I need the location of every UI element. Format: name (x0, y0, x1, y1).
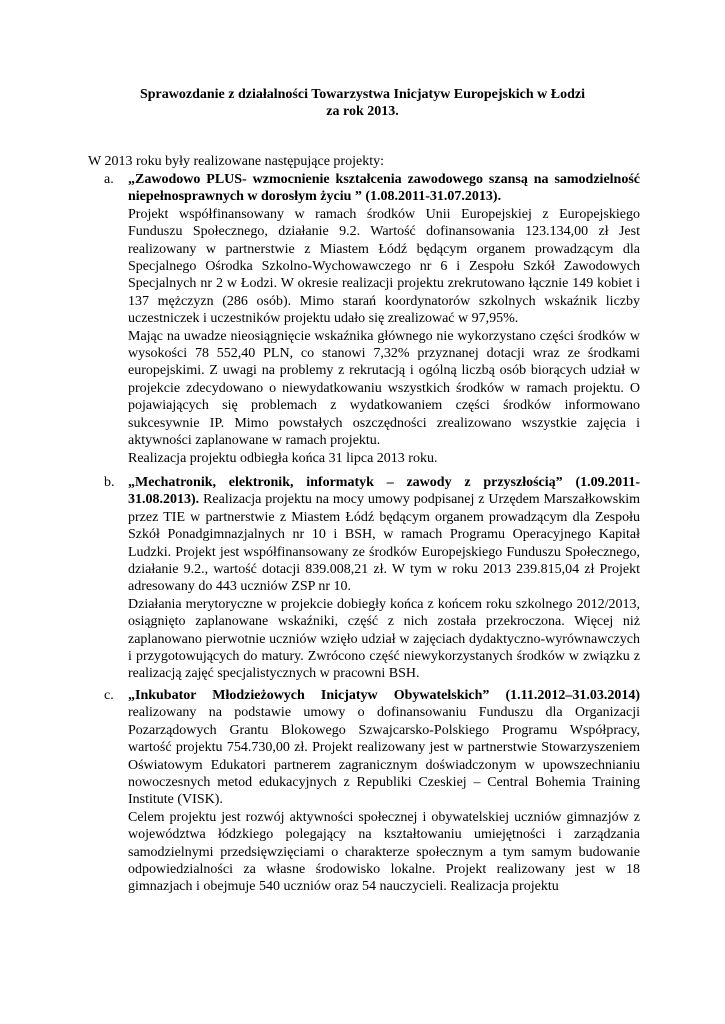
title-line-2: za rok 2013. (326, 104, 399, 119)
project-c-paragraph-1: realizowany na podstawie umowy o dofinansowaniu Funduszu dla Organizacji Pozarządowych Grantu Blokowego Szwajcarsko-Polskiego Programu Współpracy, wartość projektu 754.730,00 zł. Projekt realizowany jest w partnerstwie Stowarzyszeniem Oświatowym Edukatori partnerem zagranicznym doświadczonym w upowszechnianiu nowoczesnych metod edukacyjnych z Republiki Czeskiej – Central Bohemia Training Institute (VISK). (128, 705, 640, 808)
intro-text: W 2013 roku były realizowane następujące projekty: (88, 154, 384, 169)
project-a-paragraph-1: Projekt współfinansowany w ramach środków Unii Europejskiej z Europejskiego Funduszu Społecznego, działanie 9.2. Wartość dofinansowania 123.134,00 zł Jest realizowany w partnerstwie z Miastem Łódź będącym organem prowadzącym dla Specjalnego Ośrodka Szkolno-Wychowawczego nr 6 i Zespołu Szkół Zawodowych Specjalnych nr 2 w Łodzi. W okresie realizacji projektu zrekrutowano łącznie 149 kobiet i 137 mężczyzn (286 osób). Mimo starań koordynatorów szkolnych wskaźnik liczby uczestniczek i uczestników projektu udało się zrealizować w 97,95%. (128, 206, 640, 327)
project-c (104, 687, 640, 896)
project-b-heading: „Mechatronik, elektronik, informatyk – zawody z przyszłością” (1.09.2011-31.08.2013). (128, 475, 640, 508)
project-a-heading: „Zawodowo PLUS- wzmocnienie kształcenia zawodowego szansą na samodzielność niepełnosprawnych w dorosłym życiu ” (1.08.2011-31.07.2013). (128, 172, 640, 205)
project-c-paragraph-2: Celem projektu jest rozwój aktywności społecznej i obywatelskiej uczniów gimnazjów z województwa łódzkiego polegający na kształtowaniu umiejętności i zarządzania samodzielnymi przedsięwzięciami o charakterze społecznym a tym samym budowanie odpowiedzialności za własne środowisko lokalne. Projekt realizowany jest w 18 gimnazjach i obejmuje 540 uczniów oraz 54 nauczycieli. Realizacja projektu (128, 809, 640, 895)
project-b-paragraph-2: Działania merytoryczne w projekcie dobiegły końca z końcem roku szkolnego 2012/2013, osiągnięto zaplanowane wskaźniki, część z nich została przekroczona. Więcej niż zaplanowano pierwotnie uczniów wzięło udział w zajęciach dydaktyczno-wyrównawczych i przygotowujących do matury. Zwrócono część niewykorzystanych środków w związku z realizacją zajęć specjalistycznych w pracowni BSH. (128, 596, 640, 682)
project-b-paragraph-1: Realizacja projektu na mocy umowy podpisanej z Urzędem Marszałkowskim przez TIE w partnerstwie z Miastem Łódź będącym organem prowadzącym dla Zespołu Szkół Ponadgimnazjalnych nr 10 i BSH, w ramach Programu Operacyjnego Kapitał Ludzki. Projekt jest współfinansowany ze środków Europejskiego Funduszu Społecznego, działanie 9.2., wartość dotacji 839.008,21 zł. W tym w roku 2013 239.815,04 zł Projekt adresowany do 443 uczniów ZSP nr 10. (128, 492, 640, 595)
page-title (80, 86, 645, 120)
project-a-marker: a. (104, 172, 114, 187)
project-c-marker: c. (104, 688, 114, 703)
project-a-paragraph-3: Realizacja projektu odbiegła końca 31 lipca 2013 roku. (128, 450, 438, 466)
project-a-paragraph-2: Mając na uwadze nieosiągnięcie wskaźnika głównego nie wykorzystano części środków w wysokości 78 552,40 PLN, co stanowi 7,32% przyznanej dotacji wraz ze środkami europejskimi. Z uwagi na problemy z rekrutacją i ogólną liczbą osób biorących udział w projekcie zdecydowano o niewydatkowaniu wszystkich środków w ramach projektu. O pojawiających się problemach z wydatkowaniem części środków informowano sukcesywnie IP. Mimo powstałych oszczędności zrealizowano wszystkie zajęcia i aktywności zaplanowane w ramach projektu. (128, 328, 640, 449)
project-b-marker: b. (104, 475, 115, 490)
project-c-heading: „Inkubator Młodzieżowych Inicjatyw Obywatelskich” (1.11.2012–31.03.2014) (128, 688, 640, 703)
title-line-1: Sprawozdanie z działalności Towarzystwa Inicjatyw Europejskich w Łodzi (139, 87, 586, 102)
project-a (104, 171, 640, 467)
project-b (104, 474, 640, 683)
